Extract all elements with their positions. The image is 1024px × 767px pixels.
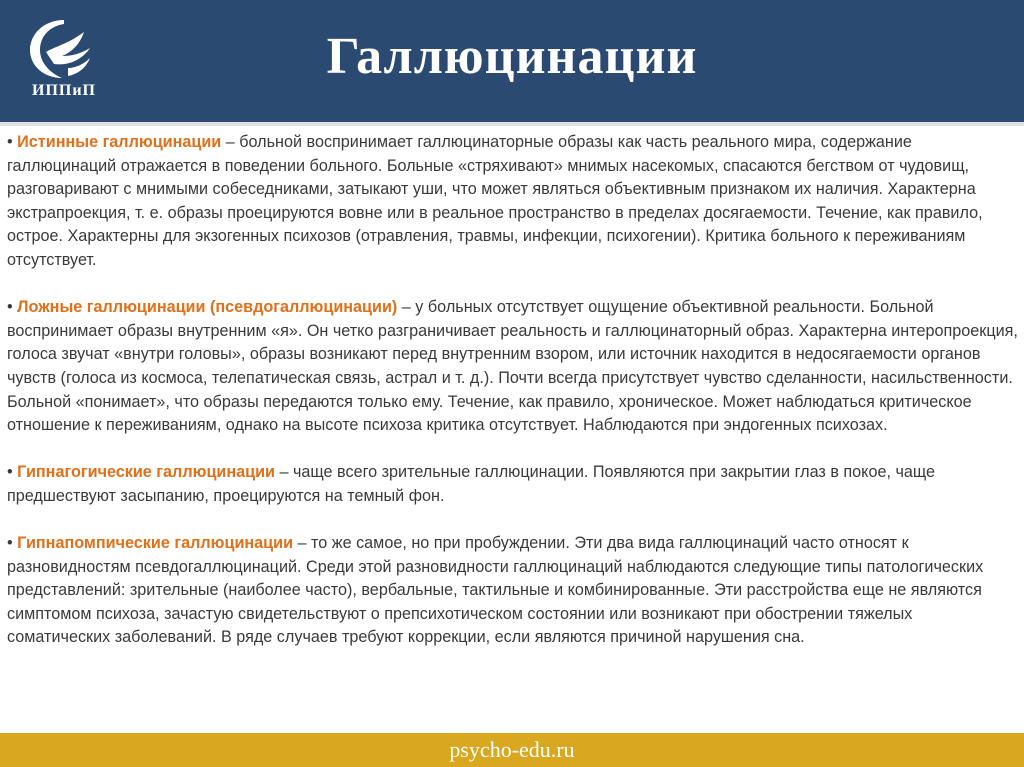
header-divider <box>0 122 1024 126</box>
logo-text: ИППиП <box>32 82 96 99</box>
term-pseudo-hallucinations: Ложные галлюцинации (псевдогаллюцинации) <box>17 298 398 317</box>
paragraph-hypnagogic <box>7 461 1019 508</box>
paragraph-text: – у больных отсутствует ощущение объективной реальности. Больной воспринимает образы внутренним «я». Он четко разграничивает реальность и галлюцинаторный образ. Характерна интеропроекция, голоса звучат «внутри головы», образы возникают перед внутренним взором, или источник находится в недосягаемости органов чувств (голоса из космоса, телепатическая связь, астрал и т. д.). Почти всегда присутствует чувство сделанности, насильственности. Больной «понимает», что образы передаются только ему. Течение, как правило, хроническое. Может наблюдаться критическое отношение к переживаниям, однако на высоте психоза критика отсутствует. Наблюдаются при эндогенных психозах. <box>7 298 1018 435</box>
paragraph-hypnopompic <box>7 532 1019 650</box>
term-true-hallucinations: Истинные галлюцинации <box>17 133 222 151</box>
bullet: • <box>7 534 13 553</box>
paragraph-text: – больной воспринимает галлюцинаторные образы как часть реального мира, содержание галлюцинаций отражается в поведении больного. Больные «стряхивают» мнимых насекомых, спасаются бегством от чудовищ, разговаривают с мнимыми собеседниками, затыкают уши, что может являться объективным признаком их наличия. Характерна экстрапроекция, т. е. образы проецируются вовне или в реальное пространство в пределах досягаемости. Течение, как правило, острое. Характерны для экзогенных психозов (отравления, травмы, инфекции, психогении). Критика больного к переживаниям отсутствует. <box>7 133 983 269</box>
paragraph-pseudo-hallucinations <box>7 296 1019 438</box>
paragraph-text: – чаще всего зрительные галлюцинации. Появляются при закрытии глаз в покое, чаще предшествуют засыпанию, проецируются на темный фон. <box>7 463 936 505</box>
page-title: Галлюцинации <box>326 28 698 85</box>
paragraph-text: – то же самое, но при пробуждении. Эти два вида галлюцинаций часто относят к разновидностям псевдогаллюцинаций. Среди этой разновидности галлюцинаций наблюдаются следующие типы патологических представлений: зрительные (наиболее часто), вербальные, тактильные и комбинированные. Эти расстройства еще не являются симптомом психоза, зачастую свидетельствуют о препсихотическом состоянии или возникают при обострении тяжелых соматических заболеваний. В ряде случаев требуют коррекции, если являются причиной нарушения сна. <box>7 534 984 647</box>
bullet: • <box>7 463 13 482</box>
term-hypnopompic: Гипнапомпические галлюцинации <box>17 534 294 553</box>
footer-bar <box>0 733 1024 767</box>
paragraph-true-hallucinations <box>7 131 1019 273</box>
term-hypnagogic: Гипнагогические галлюцинации <box>17 463 275 482</box>
bullet: • <box>7 298 13 317</box>
bullet: • <box>7 133 13 151</box>
header-bar <box>0 0 1024 122</box>
footer-site-link[interactable]: psycho-edu.ru <box>449 737 575 762</box>
content-body <box>7 131 1019 674</box>
